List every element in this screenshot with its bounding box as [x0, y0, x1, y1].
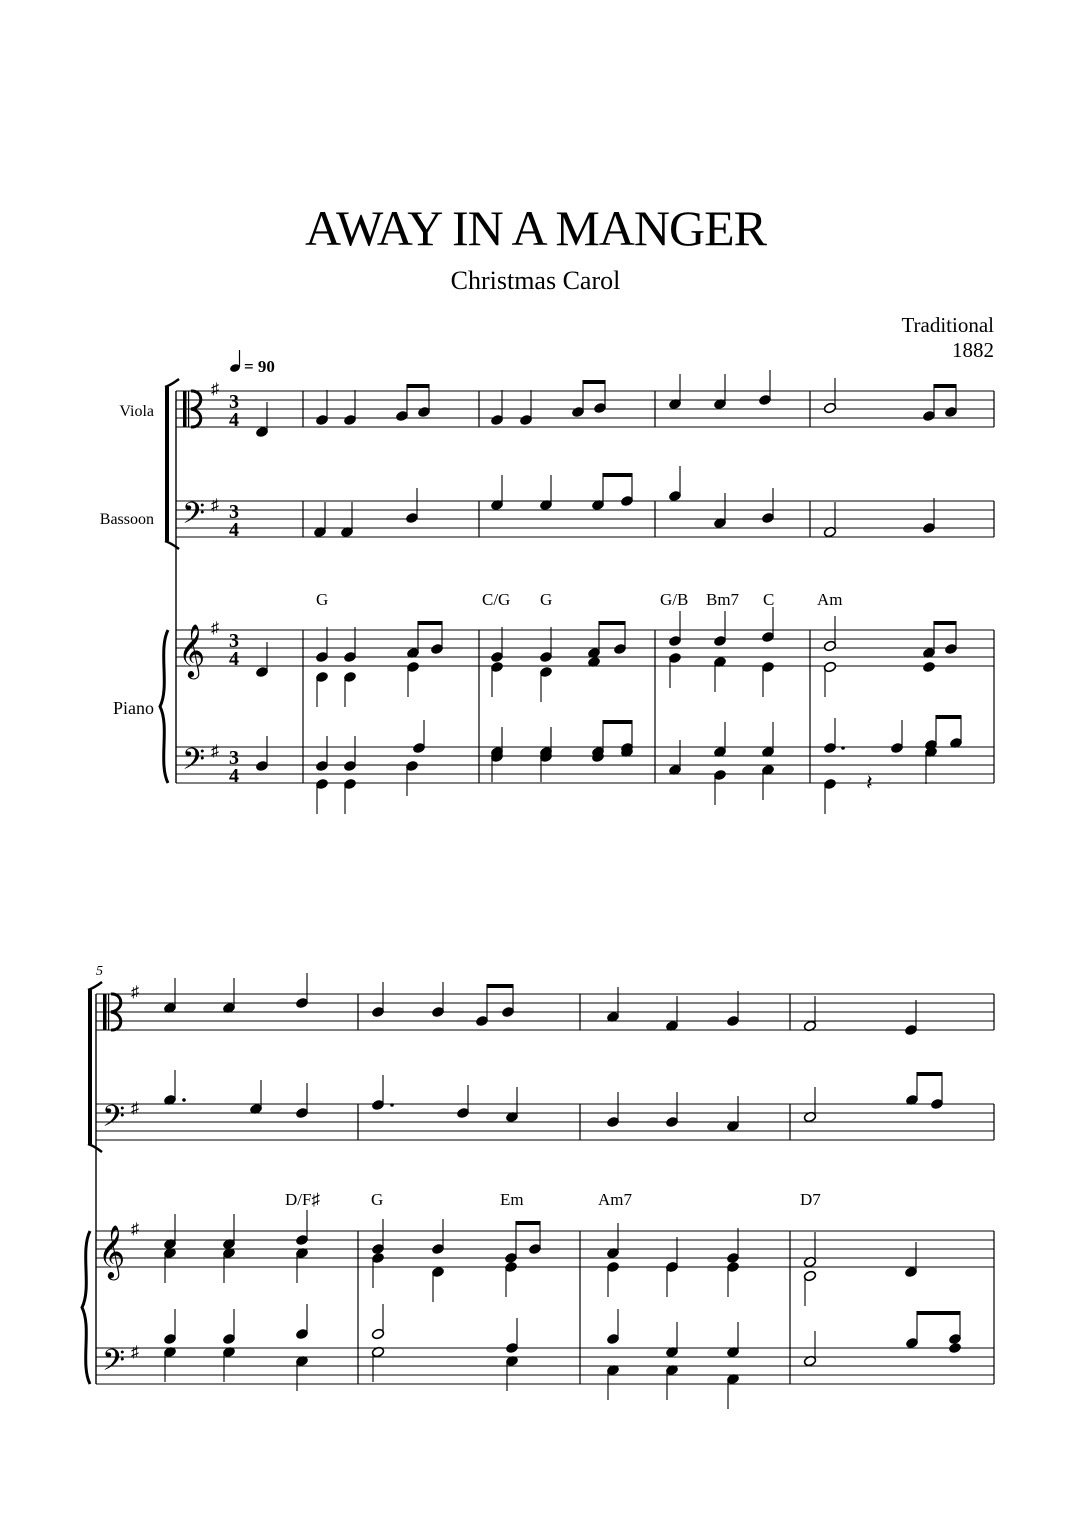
note-beam [917, 1072, 942, 1076]
chord-symbol: Em [500, 1190, 524, 1209]
bass-clef-icon: 𝄢 [102, 1344, 126, 1384]
note-beam [407, 384, 429, 388]
key-signature-sharp: ♯ [131, 1100, 139, 1117]
tempo-text: = 90 [244, 357, 275, 376]
note-beam [936, 715, 961, 719]
note-beam [603, 473, 632, 477]
bass-clef-icon: 𝄢 [102, 1100, 126, 1140]
alto-clef-icon [188, 391, 189, 427]
key-signature-sharp: ♯ [131, 1344, 139, 1361]
note-beam [418, 621, 442, 625]
note-beam [917, 1311, 960, 1315]
chord-symbol: C [763, 590, 775, 609]
bass-clef-icon: 𝄢 [182, 743, 206, 783]
time-signature-bottom: 4 [229, 409, 239, 431]
system-bracket [88, 990, 92, 1144]
time-signature-bottom: 4 [229, 648, 239, 670]
note-beam [599, 621, 625, 625]
note-beam [487, 984, 513, 988]
measure-number: 5 [96, 964, 103, 979]
chord-symbol: G [371, 1190, 384, 1209]
treble-clef-icon: 𝄞 [98, 1226, 126, 1277]
key-signature-sharp: ♯ [211, 620, 219, 637]
time-signature-top: 3 [229, 501, 239, 523]
chord-symbol: C/G [482, 590, 511, 609]
time-signature-top: 3 [229, 747, 239, 769]
system-bracket [88, 1144, 102, 1152]
augmentation-dot [390, 1103, 394, 1107]
chord-symbol: G [316, 590, 329, 609]
bass-clef-icon: 𝄢 [182, 497, 206, 537]
time-signature-top: 3 [229, 630, 239, 652]
viola-label: Viola [119, 403, 154, 420]
chord-symbol: G [540, 590, 553, 609]
piano-label: Piano [112, 698, 154, 718]
quarter-rest-icon: 𝄽 [866, 770, 873, 795]
augmentation-dot [182, 1098, 186, 1102]
system-bracket [165, 387, 169, 541]
time-signature-top: 3 [229, 391, 239, 413]
notation-layer [82, 370, 994, 1409]
time-signature-bottom: 4 [229, 765, 239, 787]
key-signature-sharp: ♯ [211, 743, 219, 760]
chord-symbol: D/F♯ [285, 1190, 320, 1209]
note-beam [603, 720, 632, 724]
score-title: AWAY IN A MANGER [304, 200, 767, 256]
key-signature-sharp: ♯ [211, 497, 219, 514]
system-bracket [165, 541, 179, 549]
system-bracket [165, 379, 179, 387]
piano-brace [160, 630, 168, 783]
alto-clef-icon [108, 994, 109, 1030]
note-beam [516, 1221, 540, 1225]
chord-symbol: Am [817, 590, 843, 609]
score-subtitle: Christmas Carol [450, 266, 621, 295]
piano-brace [82, 1231, 90, 1384]
chord-symbol: G/B [660, 590, 689, 609]
alto-clef-icon [103, 994, 107, 1030]
note-head [922, 661, 935, 673]
augmentation-dot [841, 746, 845, 750]
chord-symbol: D7 [800, 1190, 821, 1209]
chord-symbol: Am7 [598, 1190, 632, 1209]
composition-year: 1882 [952, 338, 994, 363]
time-signature-bottom: 4 [229, 519, 239, 541]
bassoon-label: Bassoon [99, 511, 154, 528]
note-head [948, 1342, 961, 1354]
system-bracket [88, 982, 102, 990]
chord-symbol: Bm7 [706, 590, 740, 609]
tempo-mark [229, 350, 275, 376]
composer-name: Traditional [901, 313, 994, 337]
note-beam [934, 621, 956, 625]
key-signature-sharp: ♯ [131, 984, 139, 1001]
alto-clef-icon [183, 391, 187, 427]
key-signature-sharp: ♯ [131, 1221, 139, 1238]
key-signature-sharp: ♯ [211, 381, 219, 398]
note-beam [583, 380, 605, 384]
treble-clef-icon: 𝄞 [178, 625, 206, 676]
note-beam [934, 384, 956, 388]
